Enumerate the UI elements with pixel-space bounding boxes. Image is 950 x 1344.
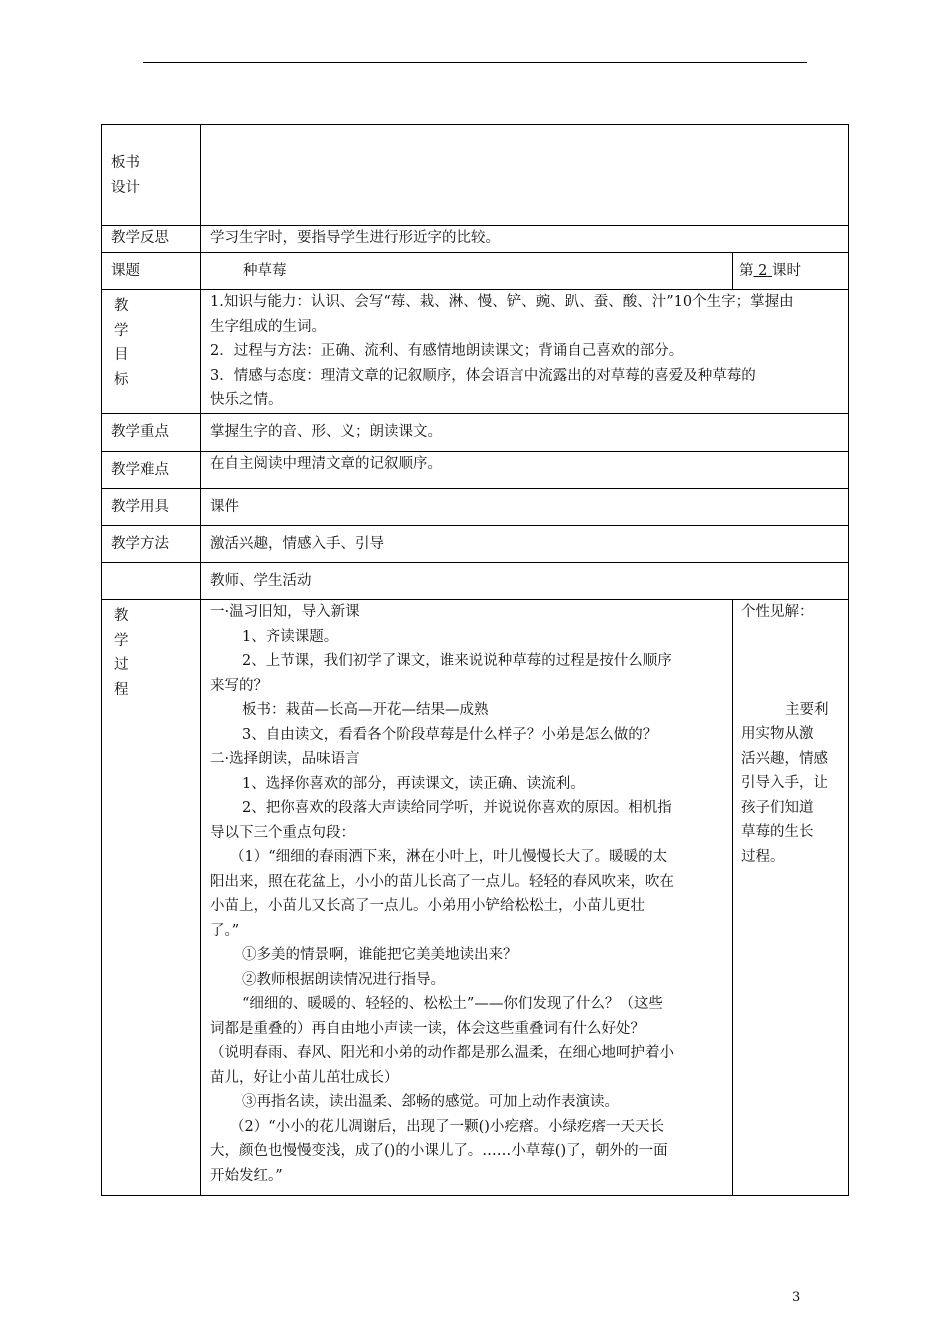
tools-row <box>102 489 849 526</box>
key-points-label: 教学重点 <box>102 414 201 452</box>
tools-label: 教学用具 <box>102 489 201 526</box>
goals-content: 1.知识与能力：认识、会写“莓、栽、淋、慢、铲、豌、趴、蚕、酸、汁”10个生字；掌握由 生字组成的生词。 2．过程与方法：正确、流利、有感情地朗读课文；背诵自己喜欢的部分。 3．情感与态度：理清文章的记叙顺序，体会语言中流露出的对草莓的喜爱及种草莓的 快乐之情。 <box>201 290 849 414</box>
goals-row <box>102 290 849 414</box>
process-label: 教 学 过 程 <box>102 600 201 1196</box>
key-points-text: 掌握生字的音、形、义；朗读课文。 <box>201 414 849 452</box>
difficulties-label: 教学难点 <box>102 452 201 489</box>
board-design-label: 板书 设计 <box>102 125 201 226</box>
reflection-label: 教学反思 <box>102 226 201 253</box>
topic-label: 课题 <box>102 253 201 290</box>
methods-text: 激活兴趣，情感入手、引导 <box>201 526 849 563</box>
activities-header-row <box>102 563 849 600</box>
key-points-row <box>102 414 849 452</box>
period-number: 2 <box>758 263 768 279</box>
difficulties-text: 在自主阅读中理清文章的记叙顺序。 <box>201 452 849 489</box>
reflection-row <box>102 226 849 253</box>
process-row <box>102 600 849 1196</box>
activities-header: 教师、学生活动 <box>201 563 849 600</box>
topic-row <box>102 253 849 290</box>
goals-label: 教 学 目 标 <box>102 290 201 414</box>
process-content: 一·温习旧知，导入新课 1、齐读课题。 2、上节课，我们初学了课文，谁来说说种草莓的过程是按什么顺序 来写的？ 板书：栽苗—长高—开花—结果—成熟 3、自由读文，看看各个阶段草莓是什么样子？小弟是怎么做的？ 二·选择朗读，品味语言 1、选择你喜欢的部分，再读课文，读正确、读流利。 2、把你喜欢的段落大声读给同学听，并说说你喜欢的原因。相机指 导以下三个重点句段： （1）“细细的春雨洒下来，淋在小叶上，叶儿慢慢长大了。暖暖的太 阳出来，照在花盆上，小小的苗儿长高了一点儿。轻轻的春风吹来，吹在 小苗上，小苗儿又长高了一点儿。小弟用小铲给松松土，小苗儿更壮 了。” ①多美的情景啊，谁能把它美美地读出来？ ②教师根据朗读情况进行指导。 “细细的、暖暖的、轻轻的、松松土”——你们发现了什么？（这些 词都是重叠的）再自由地小声读一读，体会这些重叠词有什么好处？ （说明春雨、春风、阳光和小弟的动作都是那么温柔，在细心地呵护着小 苗儿，好让小苗儿茁壮成长） ③再指名读，读出温柔、郐畅的感觉。可加上动作表演读。 （2）“小小的花儿凋谢后，出现了一颗()小疙瘩。小绿疙瘩一天天长 大，颜色也慢慢变浅，成了()的小课儿了。……小草莓()了，朝外的一面 开始发红。” <box>201 600 733 1196</box>
methods-row <box>102 526 849 563</box>
side-notes-title: 个性见解： <box>741 604 814 620</box>
lesson-plan-table <box>101 124 849 1196</box>
topic-period: 第 2 课时 <box>733 253 849 290</box>
board-design-row <box>102 125 849 226</box>
methods-label: 教学方法 <box>102 526 201 563</box>
page-number: 3 <box>792 1290 801 1305</box>
topic-title: 种草莓 <box>201 253 733 290</box>
reflection-text: 学习生字时，要指导学生进行形近字的比较。 <box>201 226 849 253</box>
difficulties-row <box>102 452 849 489</box>
tools-text: 课件 <box>201 489 849 526</box>
board-design-content <box>201 125 849 226</box>
process-side-notes: 个性见解： 主要利 用实物从激 活兴趣，情感 引导入手，让 孩子们知道 草莓的生长 过程。 <box>733 600 849 1196</box>
header-rule <box>143 62 807 63</box>
activities-header-empty <box>102 563 201 600</box>
